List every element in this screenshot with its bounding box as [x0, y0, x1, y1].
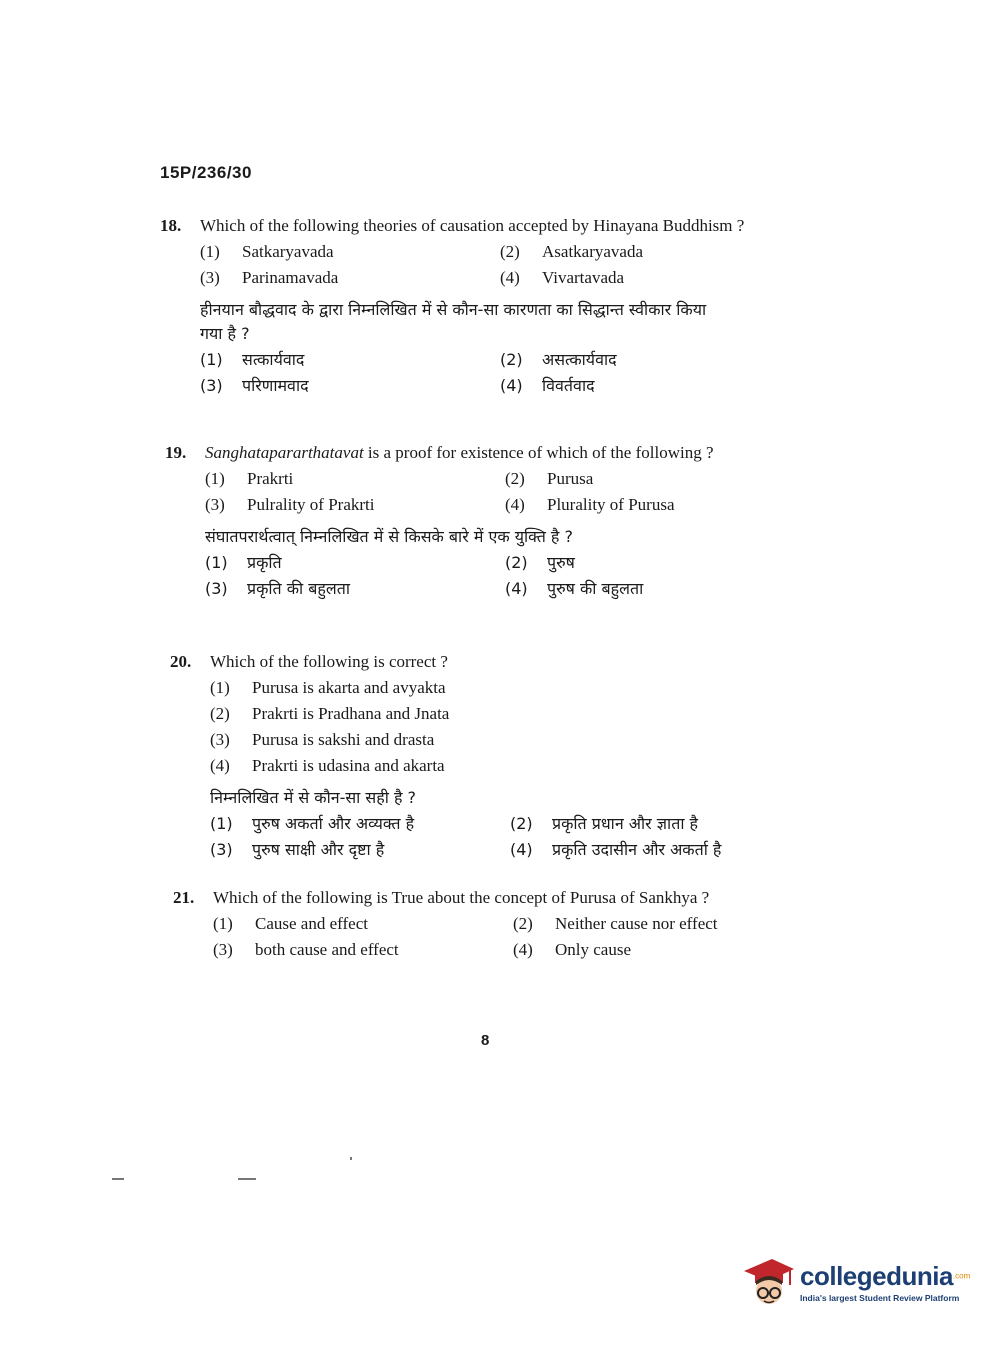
- paper-code: 15P/236/30: [160, 163, 252, 182]
- option: (3) Parinamavada: [200, 268, 339, 287]
- question-19: [165, 441, 805, 601]
- question-text: Which of the following is True about the concept of Purusa of Sankhya ?: [213, 888, 710, 907]
- options-en: [200, 240, 800, 290]
- question-text: Which of the following is correct ?: [210, 652, 448, 671]
- scan-speck: [112, 1178, 124, 1180]
- option: (1) पुरुष अकर्ता और अव्यक्त है: [210, 814, 415, 833]
- option: (2) पुरुष: [505, 553, 575, 572]
- option: (4) Vivartavada: [500, 268, 625, 287]
- option: (3) Purusa is sakshi and drasta: [210, 730, 435, 749]
- option: (2) Prakrti is Pradhana and Jnata: [210, 704, 450, 723]
- options-hi: [210, 812, 810, 862]
- option: (3) प्रकृति की बहुलता: [205, 579, 351, 598]
- question-text-hindi: संघातपरार्थत्वात् निम्नलिखित में से किसके बारे में एक युक्ति है ?: [205, 527, 573, 546]
- page-number: 8: [481, 1032, 490, 1049]
- question-number: 19.: [165, 443, 187, 462]
- question-number: 20.: [170, 652, 192, 671]
- question-number: 21.: [173, 888, 195, 907]
- brand-tagline: India's largest Student Review Platform: [800, 1293, 960, 1303]
- option: (4) Plurality of Purusa: [505, 495, 675, 514]
- options-en: [210, 676, 810, 778]
- option: (4) विवर्तवाद: [500, 376, 595, 395]
- brand-name: collegedunia: [800, 1261, 953, 1291]
- option: (2) असत्कार्यवाद: [500, 350, 617, 369]
- option: (4) Prakrti is udasina and akarta: [210, 756, 445, 775]
- scan-speck: [350, 1157, 352, 1160]
- scan-speck: [238, 1178, 256, 1180]
- option: (1) Cause and effect: [213, 914, 368, 933]
- option: (4) प्रकृति उदासीन और अकर्ता है: [510, 840, 722, 859]
- options-hi: [200, 348, 800, 398]
- question-number: 18.: [160, 216, 182, 235]
- question-21: [173, 886, 813, 962]
- option: (2) प्रकृति प्रधान और ज्ञाता है: [510, 814, 699, 833]
- option: (1) Prakrti: [205, 469, 294, 488]
- question-text-hindi: हीनयान बौद्धवाद के द्वारा निम्नलिखित में से कौन-सा कारणता का सिद्धान्त स्वीकार किया गया है ?: [200, 300, 707, 343]
- option: (2) Asatkaryavada: [500, 242, 644, 261]
- question-text: Sanghatapararthatavat is a proof for existence of which of the following ?: [205, 443, 714, 462]
- question-20: [170, 650, 810, 862]
- option: (3) परिणामवाद: [200, 376, 309, 395]
- options-hi: [205, 551, 805, 601]
- option: (3) पुरुष साक्षी और दृष्टा है: [210, 840, 385, 859]
- question-text-hindi: निम्नलिखित में से कौन-सा सही है ?: [210, 788, 417, 807]
- option: (4) पुरुष की बहुलता: [505, 579, 644, 598]
- option: (3) both cause and effect: [213, 940, 399, 959]
- option: (3) Pulrality of Prakrti: [205, 495, 375, 514]
- collegedunia-watermark: [742, 1252, 972, 1312]
- option: (1) प्रकृति: [205, 553, 282, 572]
- options-en: [213, 912, 813, 962]
- option: (1) Satkaryavada: [200, 242, 334, 261]
- graduate-cap-icon: [742, 1255, 796, 1309]
- option: (1) सत्कार्यवाद: [200, 350, 305, 369]
- option: (4) Only cause: [513, 940, 632, 959]
- brand-suffix: .com: [952, 1271, 971, 1281]
- option: (2) Neither cause nor effect: [513, 914, 718, 933]
- question-text: Which of the following theories of causation accepted by Hinayana Buddhism ?: [200, 216, 745, 235]
- option: (2) Purusa: [505, 469, 594, 488]
- options-en: [205, 467, 805, 517]
- question-18: [160, 214, 800, 398]
- option: (1) Purusa is akarta and avyakta: [210, 678, 446, 697]
